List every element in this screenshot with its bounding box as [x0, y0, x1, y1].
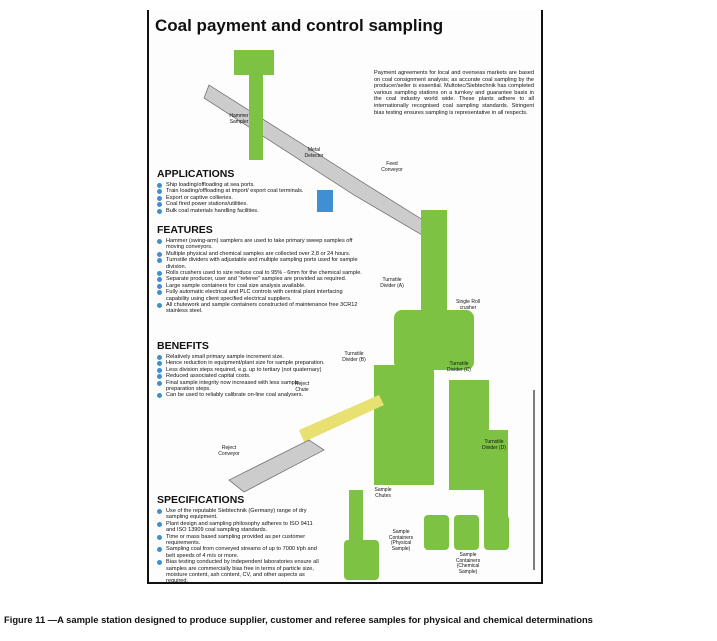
- list-item: Less division steps required, e.g. up to tertiary (not quaternary): [157, 367, 327, 373]
- list-item: Plant design and sampling philosophy adheres to ISO 9411 and ISO 13909 coal sampling standards.: [157, 521, 322, 534]
- divider-a-shape: [421, 210, 447, 320]
- label-chemical-containers: Sample Containers (Chemical Sample): [455, 552, 481, 575]
- list-item: Multiple physical and chemical samples are collected over 2,8 or 24 hours.: [157, 251, 362, 257]
- applications-section: [157, 168, 362, 214]
- label-divider-a: Turnstile Divider (A): [380, 277, 404, 289]
- section-heading: FEATURES: [157, 224, 213, 236]
- list-item: Ship loading/offloading at sea ports.: [157, 182, 362, 188]
- label-reject-chute: Reject Chute: [294, 381, 310, 393]
- list-item: Final sample integrity now increased with less sample preparation steps.: [157, 380, 327, 393]
- section-heading: SPECIFICATIONS: [157, 494, 245, 506]
- list-item: Rolls crushers used to size reduce coal to 95% - 6mm for the chemical sample.: [157, 270, 362, 276]
- list-item: Export or captive collieries.: [157, 195, 362, 201]
- divider-b-shape: [374, 365, 434, 485]
- list-item: Reduced associated capital costs.: [157, 373, 327, 379]
- list-item: Bias testing conducted by independent laboratories ensure all samples are commercially bias free in terms of particle size, moisture content, ash content, CV, and other aspects as required.: [157, 559, 322, 585]
- list-item: Bulk coal materials handling facilities.: [157, 208, 362, 214]
- label-divider-d: Turnstile Divider (D): [482, 439, 506, 451]
- section-heading: BENEFITS: [157, 340, 209, 352]
- label-sample-chutes: Sample Chutes: [374, 487, 392, 499]
- page-title: Coal payment and control sampling: [155, 16, 444, 35]
- label-divider-c: Turnstile Divider (C): [447, 361, 471, 373]
- section-heading: APPLICATIONS: [157, 168, 235, 180]
- brochure-page: [147, 10, 543, 584]
- list-item: Relatively small primary sample increment size.: [157, 354, 327, 360]
- label-metal-detector: Metal Detector: [304, 147, 324, 159]
- list-item: Sampling coal from conveyed streams of up to 7000 t/ph and belt speeds of 4 m/s or more.: [157, 546, 322, 559]
- list-item: Separate producer, user and "referee" samples are provided as required.: [157, 276, 362, 282]
- label-feed-conveyor: Feed Conveyor: [381, 161, 403, 173]
- physical-container-shape: [344, 540, 379, 580]
- label-crusher: Single Roll crusher: [456, 299, 480, 311]
- label-divider-b: Turnstile Divider (B): [342, 351, 366, 363]
- list-item: Hammer (swing-arm) samplers are used to take primary sweep samples off moving conveyors.: [157, 238, 362, 251]
- list-item: All chutework and sample containers constructed of maintenance free 3CR12 stainless steel.: [157, 302, 362, 315]
- list-item: Large sample containers for coal size analysis available.: [157, 283, 362, 289]
- list-item: Coal fired power stations/utilities.: [157, 201, 362, 207]
- figure-caption: Figure 11 —A sample station designed to produce supplier, customer and referee samples for physical and chemical determinations: [4, 614, 593, 625]
- reject-chute-shape: [299, 395, 384, 442]
- list-item: Use of the reputable Siebtechnik (Germany) range of dry sampling equipment.: [157, 508, 322, 521]
- list-item: Hence reduction in equipment/plant size for sample preparation.: [157, 360, 327, 366]
- list-item: Turnstile dividers with adjustable and multiple sampling ports used for sample division.: [157, 257, 362, 270]
- list-item: Fully automatic electrical and PLC controls with central plant interfacing capability using client specified electrical suppliers.: [157, 289, 362, 302]
- label-physical-containers: Sample Containers (Physical Sample): [388, 529, 414, 552]
- intro-paragraph: Payment agreements for local and overseas markets are based on coal consignment analysis; as accurate coal sampling by the producer/seller is essential. Multotec/Siebtechnik has completed various sampling stations on a turnkey and guarantee basis in the coal industry world wide. These plants adhere to all internationally recognised coal sampling standards. Stringent bias testing ensures sampling is representative in all respects.: [374, 70, 534, 116]
- list-item: Train loading/offloading at import/ export coal terminals.: [157, 188, 362, 194]
- label-reject-conveyor: Reject Conveyor: [218, 445, 240, 457]
- list-item: Can be used to reliably calibrate on-line coal analysers.: [157, 392, 327, 398]
- specifications-section: [157, 494, 322, 585]
- label-hammer-sampler: Hammer Sampler: [229, 113, 249, 125]
- divider-c-shape: [449, 380, 489, 490]
- list-item: Time or mass based sampling provided as per customer requirements.: [157, 534, 322, 547]
- features-section: [157, 224, 362, 315]
